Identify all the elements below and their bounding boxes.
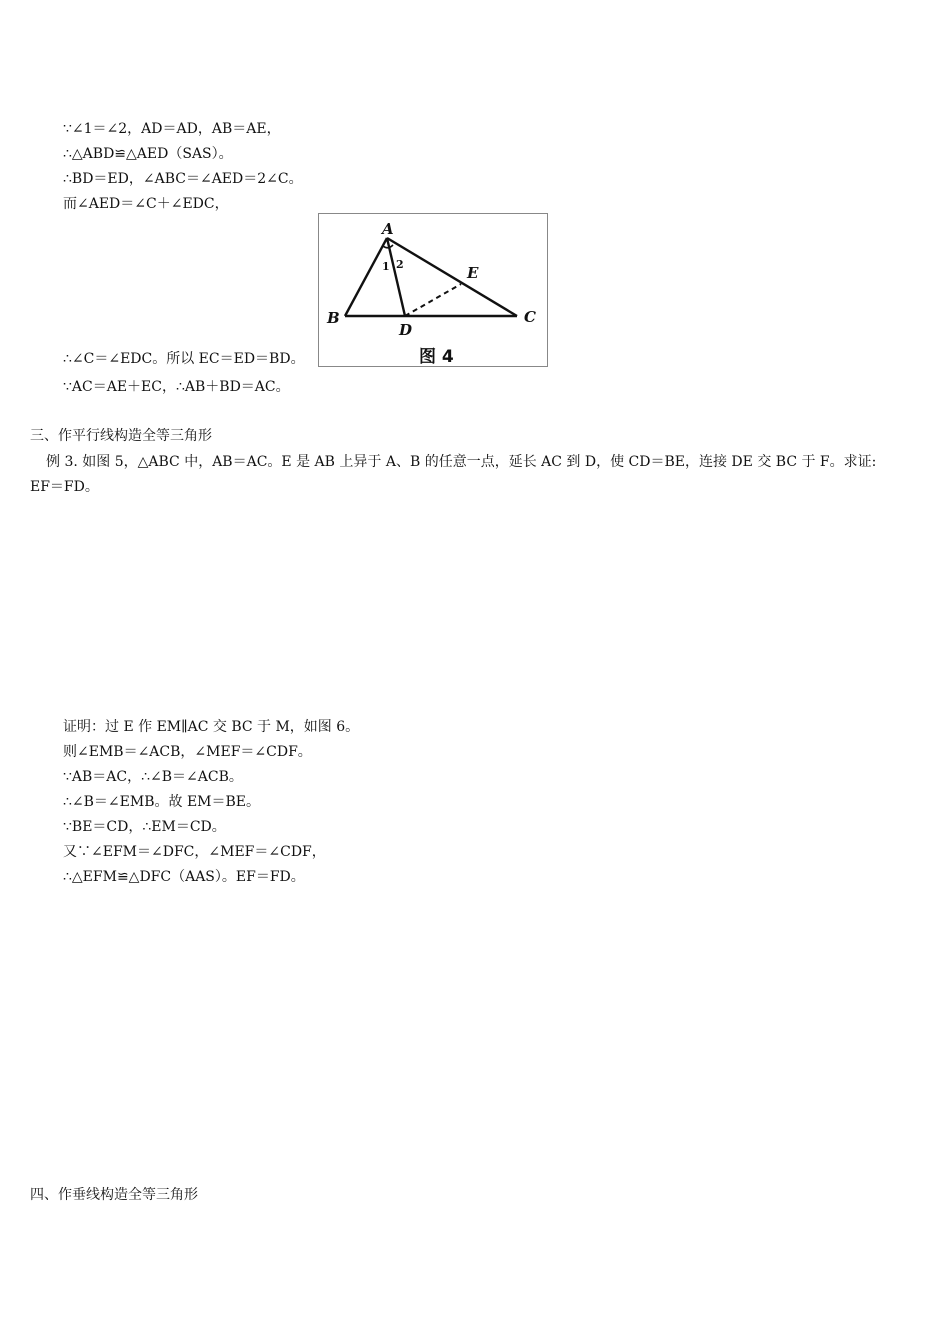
figure-4 [318,213,548,367]
label-c: C [524,308,536,326]
example-3-line-2: EF＝FD。 [30,479,99,495]
label-e: E [467,264,479,282]
figure-caption: 图 4 [419,347,454,367]
proof-line-3: ∴BD＝ED，∠ABC＝∠AED＝2∠C。 [63,171,303,187]
label-b: B [327,309,340,327]
label-d: D [399,321,413,339]
example-3-line-1: 例 3. 如图 5，△ABC 中，AB＝AC。E 是 AB 上异于 A、B 的任意一点，延长 AC 到 D，使 CD＝BE，连接 DE 交 BC 于 F。求证: [46,454,877,470]
label-angle-1: 1 [382,260,390,273]
figure-4-diagram [319,214,549,368]
proof3-line-2: 则∠EMB＝∠ACB，∠MEF＝∠CDF。 [63,744,312,760]
section-3-heading: 三、作平行线构造全等三角形 [30,428,212,444]
proof-line-2: ∴△ABD≌△AED（SAS）。 [63,146,233,162]
segment-ac [387,238,517,316]
proof-line-6: ∵AC＝AE＋EC，∴AB＋BD＝AC。 [63,379,290,395]
proof3-line-6: 又∵∠EFM＝∠DFC，∠MEF＝∠CDF， [63,844,326,860]
proof3-line-4: ∴∠B＝∠EMB。故 EM＝BE。 [63,794,261,810]
proof-line-5: ∴∠C＝∠EDC。所以 EC＝ED＝BD。 [63,351,305,367]
segment-ab [345,238,387,316]
proof3-line-5: ∵BE＝CD，∴EM＝CD。 [63,819,226,835]
label-a: A [382,220,394,238]
proof-line-1: ∵∠1＝∠2，AD＝AD，AB＝AE， [63,121,281,137]
segment-ad [387,238,405,316]
proof3-line-7: ∴△EFM≌△DFC（AAS）。EF＝FD。 [63,869,305,885]
label-angle-2: 2 [396,258,404,271]
segment-de-dashed [405,284,461,316]
proof3-line-1: 证明：过 E 作 EM∥AC 交 BC 于 M，如图 6。 [63,719,360,735]
proof3-line-3: ∵AB＝AC，∴∠B＝∠ACB。 [63,769,243,785]
section-4-heading: 四、作垂线构造全等三角形 [30,1187,198,1203]
proof-line-4: 而∠AED＝∠C＋∠EDC， [63,196,229,212]
